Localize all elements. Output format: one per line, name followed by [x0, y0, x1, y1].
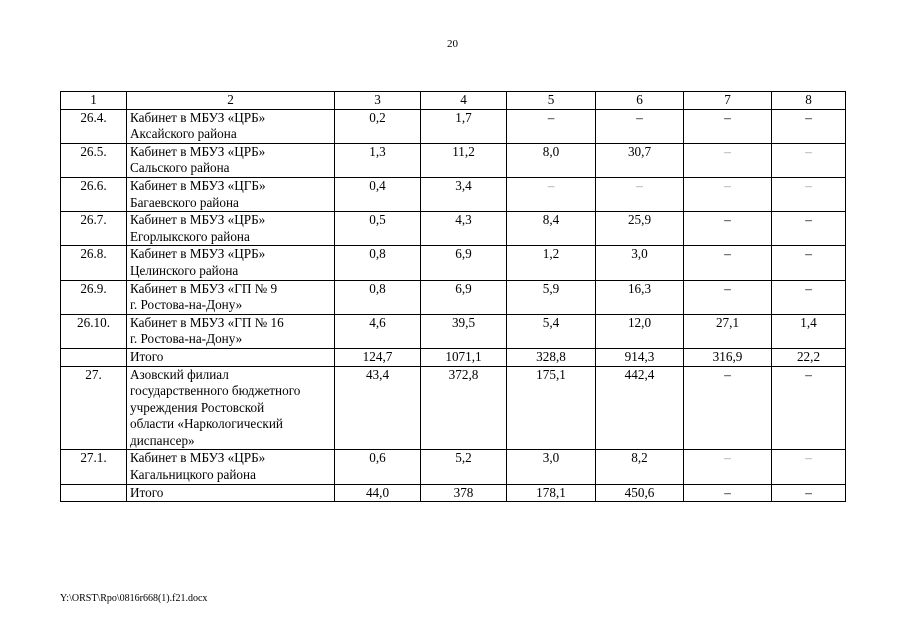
- value-cell-c6: 25,9: [596, 212, 684, 246]
- value-cell-c3: 124,7: [335, 348, 421, 366]
- value-cell-c5: 175,1: [507, 366, 596, 450]
- value-cell-c6: 30,7: [596, 143, 684, 177]
- institution-name-line: Кабинет в МБУЗ «ЦРБ»: [130, 246, 266, 262]
- column-header: 3: [335, 92, 421, 110]
- institution-name-line: Итого: [130, 484, 164, 500]
- value-cell-c4: 1071,1: [421, 348, 507, 366]
- row-number-cell: 26.9.: [61, 280, 127, 314]
- value-cell-c6: 8,2: [596, 450, 684, 484]
- institution-name-line: Аксайского района: [130, 126, 237, 142]
- table-row: [61, 366, 846, 450]
- institution-name-cell: [127, 450, 335, 484]
- value-cell-c5: 8,4: [507, 212, 596, 246]
- institution-name-cell: [127, 143, 335, 177]
- value-cell-c5: 178,1: [507, 484, 596, 502]
- value-cell-c7: –: [684, 246, 772, 280]
- value-cell-c8: –: [772, 366, 846, 450]
- value-cell-c3: 0,5: [335, 212, 421, 246]
- institution-name-line: Кагальницкого района: [130, 467, 256, 483]
- institution-name-line: Азовский филиал: [130, 366, 229, 382]
- institution-name-cell: [127, 366, 335, 450]
- value-cell-c3: 0,4: [335, 177, 421, 211]
- row-number-cell: [61, 484, 127, 502]
- table-row: [61, 143, 846, 177]
- value-cell-c7: 27,1: [684, 314, 772, 348]
- institution-name-line: Целинского района: [130, 262, 239, 278]
- institution-name-line: Итого: [130, 348, 164, 364]
- value-cell-c5: 8,0: [507, 143, 596, 177]
- value-cell-c5: 328,8: [507, 348, 596, 366]
- value-cell-c8: –: [772, 280, 846, 314]
- value-cell-c6: –: [596, 177, 684, 211]
- value-cell-c7: –: [684, 450, 772, 484]
- value-cell-c7: –: [684, 484, 772, 502]
- table-row: [61, 450, 846, 484]
- row-number-cell: 26.10.: [61, 314, 127, 348]
- value-cell-c7: –: [684, 109, 772, 143]
- institution-name-line: Кабинет в МБУЗ «ЦРБ»: [130, 450, 266, 466]
- institution-name-cell: [127, 280, 335, 314]
- row-number-cell: 27.1.: [61, 450, 127, 484]
- value-cell-c5: 5,9: [507, 280, 596, 314]
- institution-name-line: Егорлыкского района: [130, 228, 250, 244]
- row-number-cell: 26.6.: [61, 177, 127, 211]
- institution-name-line: Сальского района: [130, 160, 230, 176]
- institution-name-line: Кабинет в МБУЗ «ЦРБ»: [130, 109, 266, 125]
- value-cell-c4: 39,5: [421, 314, 507, 348]
- data-table-wrapper: [60, 91, 845, 502]
- table-body: [61, 92, 846, 502]
- table-row: [61, 484, 846, 502]
- data-table: [60, 91, 846, 502]
- value-cell-c4: 6,9: [421, 246, 507, 280]
- table-header-row: [61, 92, 846, 110]
- value-cell-c5: –: [507, 109, 596, 143]
- institution-name-line: г. Ростова-на-Дону»: [130, 331, 243, 347]
- value-cell-c5: 3,0: [507, 450, 596, 484]
- value-cell-c6: 914,3: [596, 348, 684, 366]
- institution-name-line: г. Ростова-на-Дону»: [130, 297, 243, 313]
- value-cell-c4: 378: [421, 484, 507, 502]
- column-header: 2: [127, 92, 335, 110]
- institution-name-cell: [127, 177, 335, 211]
- row-number-cell: 26.5.: [61, 143, 127, 177]
- column-header: 1: [61, 92, 127, 110]
- institution-name-line: области «Наркологический: [130, 416, 283, 432]
- value-cell-c5: 1,2: [507, 246, 596, 280]
- value-cell-c8: –: [772, 212, 846, 246]
- institution-name-line: Кабинет в МБУЗ «ЦРБ»: [130, 212, 266, 228]
- institution-name-cell: [127, 348, 335, 366]
- row-number-cell: [61, 348, 127, 366]
- value-cell-c8: –: [772, 143, 846, 177]
- row-number-cell: 27.: [61, 366, 127, 450]
- value-cell-c7: –: [684, 212, 772, 246]
- value-cell-c4: 4,3: [421, 212, 507, 246]
- value-cell-c7: –: [684, 177, 772, 211]
- value-cell-c6: 16,3: [596, 280, 684, 314]
- value-cell-c3: 0,8: [335, 246, 421, 280]
- table-row: [61, 109, 846, 143]
- table-row: [61, 177, 846, 211]
- column-header: 4: [421, 92, 507, 110]
- institution-name-line: государственного бюджетного: [130, 383, 301, 399]
- institution-name-cell: [127, 314, 335, 348]
- value-cell-c3: 43,4: [335, 366, 421, 450]
- value-cell-c5: 5,4: [507, 314, 596, 348]
- value-cell-c8: –: [772, 450, 846, 484]
- value-cell-c3: 0,6: [335, 450, 421, 484]
- table-row: [61, 246, 846, 280]
- value-cell-c6: 12,0: [596, 314, 684, 348]
- page-number: 20: [447, 38, 458, 50]
- value-cell-c3: 1,3: [335, 143, 421, 177]
- value-cell-c7: 316,9: [684, 348, 772, 366]
- institution-name-line: Кабинет в МБУЗ «ГП № 9: [130, 280, 278, 296]
- value-cell-c8: –: [772, 246, 846, 280]
- column-header: 7: [684, 92, 772, 110]
- row-number-cell: 26.4.: [61, 109, 127, 143]
- institution-name-line: Кабинет в МБУЗ «ЦГБ»: [130, 177, 266, 193]
- value-cell-c7: –: [684, 366, 772, 450]
- column-header: 8: [772, 92, 846, 110]
- row-number-cell: 26.8.: [61, 246, 127, 280]
- institution-name-cell: [127, 484, 335, 502]
- value-cell-c4: 5,2: [421, 450, 507, 484]
- value-cell-c4: 6,9: [421, 280, 507, 314]
- column-header: 6: [596, 92, 684, 110]
- table-row: [61, 314, 846, 348]
- value-cell-c3: 0,8: [335, 280, 421, 314]
- value-cell-c8: –: [772, 109, 846, 143]
- value-cell-c7: –: [684, 280, 772, 314]
- value-cell-c8: 22,2: [772, 348, 846, 366]
- file-path: Y:\ORST\Rpo\0816r668(1).f21.docx: [60, 593, 208, 604]
- institution-name-cell: [127, 246, 335, 280]
- value-cell-c8: –: [772, 484, 846, 502]
- value-cell-c6: 3,0: [596, 246, 684, 280]
- value-cell-c3: 0,2: [335, 109, 421, 143]
- table-row: [61, 212, 846, 246]
- value-cell-c4: 11,2: [421, 143, 507, 177]
- value-cell-c4: 1,7: [421, 109, 507, 143]
- column-header: 5: [507, 92, 596, 110]
- row-number-cell: 26.7.: [61, 212, 127, 246]
- value-cell-c3: 4,6: [335, 314, 421, 348]
- table-row: [61, 348, 846, 366]
- value-cell-c4: 372,8: [421, 366, 507, 450]
- institution-name-line: Кабинет в МБУЗ «ЦРБ»: [130, 143, 266, 159]
- value-cell-c6: –: [596, 109, 684, 143]
- institution-name-cell: [127, 109, 335, 143]
- institution-name-line: диспансер»: [130, 432, 195, 448]
- institution-name-cell: [127, 212, 335, 246]
- institution-name-line: учреждения Ростовской: [130, 399, 265, 415]
- value-cell-c8: 1,4: [772, 314, 846, 348]
- value-cell-c6: 450,6: [596, 484, 684, 502]
- value-cell-c5: –: [507, 177, 596, 211]
- value-cell-c8: –: [772, 177, 846, 211]
- value-cell-c3: 44,0: [335, 484, 421, 502]
- table-row: [61, 280, 846, 314]
- value-cell-c4: 3,4: [421, 177, 507, 211]
- institution-name-line: Багаевского района: [130, 194, 239, 210]
- institution-name-line: Кабинет в МБУЗ «ГП № 16: [130, 314, 284, 330]
- value-cell-c6: 442,4: [596, 366, 684, 450]
- value-cell-c7: –: [684, 143, 772, 177]
